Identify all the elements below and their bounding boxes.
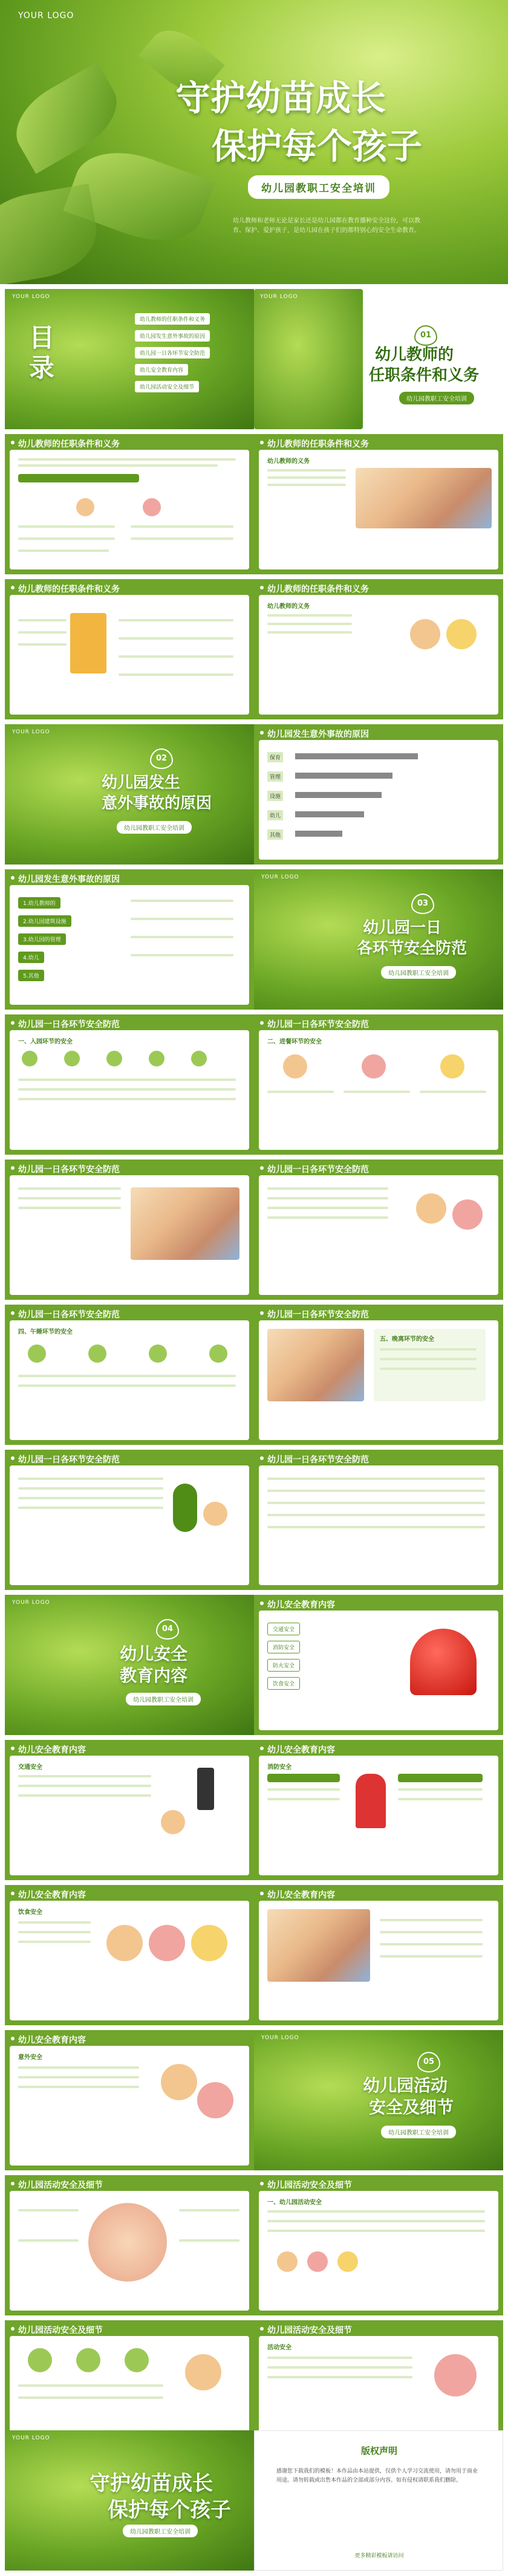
kid-illustration (446, 619, 477, 649)
icon-circle (76, 2348, 100, 2372)
text-line (267, 2220, 485, 2222)
highlight-bar (267, 1774, 340, 1782)
slide-title: 幼儿园一日各环节安全防范 (267, 1310, 369, 1320)
text-line (380, 1919, 483, 1921)
content-slide (254, 1450, 503, 1590)
declaration-slide (254, 2430, 503, 2571)
subheading: 饮食安全 (18, 1909, 42, 1916)
text-line (18, 1775, 151, 1777)
title-dot (11, 441, 15, 444)
title-dot (11, 1456, 15, 1460)
bar-chart (259, 740, 498, 860)
logo-text: YOUR LOGO (12, 1600, 50, 1606)
slide-title: 幼儿园一日各环节安全防范 (18, 1310, 120, 1320)
cover-slide (0, 0, 508, 284)
bar (295, 811, 364, 817)
topic-item: 消防安全 (267, 1641, 300, 1653)
section-title-line1: 幼儿园一日 (363, 919, 442, 937)
logo-text: YOUR LOGO (12, 294, 50, 300)
text-line (267, 2230, 485, 2232)
title-dot (260, 2327, 264, 2331)
slide-title: 幼儿安全教育内容 (267, 1890, 335, 1900)
subheading: 意外安全 (18, 2054, 42, 2061)
text-line (131, 936, 233, 938)
content-slide (254, 1885, 503, 2025)
text-line (18, 525, 115, 528)
text-line (267, 623, 352, 625)
text-line (179, 2209, 239, 2211)
toc-slide (5, 289, 254, 429)
text-line (267, 2210, 485, 2213)
slide-title: 幼儿园活动安全及细节 (18, 2181, 103, 2190)
leaf-photo (254, 289, 363, 429)
text-line (18, 1207, 121, 1209)
title-dot (260, 1456, 264, 1460)
icon-circle (28, 1345, 46, 1363)
text-line (267, 476, 346, 479)
subheading: 活动安全 (267, 2344, 291, 2351)
slide-title: 幼儿教师的任职条件和义务 (18, 585, 120, 594)
text-line (18, 1794, 151, 1797)
subheading: 五、晚离环节的安全 (380, 1336, 434, 1343)
declaration-title: 版权声明 (360, 2445, 397, 2456)
bar (295, 753, 418, 759)
title-dot (11, 1021, 15, 1025)
text-line (420, 1091, 486, 1093)
slide-title: 幼儿教师的任职条件和义务 (18, 440, 120, 449)
text-line (267, 1788, 340, 1791)
text-line (267, 1490, 485, 1492)
slide-title: 幼儿安全教育内容 (18, 2036, 86, 2045)
text-line (267, 1502, 485, 1504)
text-line (18, 2209, 79, 2211)
logo-text: YOUR LOGO (12, 729, 50, 735)
bar (295, 831, 342, 837)
content-slide (254, 1305, 503, 1445)
kid-illustration (106, 1925, 143, 1961)
kid-illustration (149, 1925, 185, 1961)
section-title-line1: 幼儿园活动 (363, 2075, 448, 2095)
text-line (267, 1478, 485, 1480)
title-dot (260, 441, 264, 444)
section-slide-2 (5, 724, 254, 865)
content-slide (5, 1740, 254, 1880)
section-slide-4 (5, 1595, 254, 1735)
content-slide (254, 434, 503, 574)
subheading: 四、午睡环节的安全 (18, 1329, 73, 1335)
content-slide (5, 1305, 254, 1445)
title-dot (260, 586, 264, 589)
text-line (267, 2376, 412, 2378)
text-line (119, 619, 233, 621)
text-line (18, 1384, 236, 1387)
text-line (18, 1088, 236, 1091)
logo-text: YOUR LOGO (261, 2035, 299, 2041)
text-line (18, 1487, 163, 1490)
icon-circle (64, 1051, 80, 1066)
classroom-photo (267, 1909, 370, 1982)
kid-illustration (410, 619, 440, 649)
activity-photo (267, 1329, 364, 1401)
content-slide (5, 2175, 254, 2315)
text-line (18, 1375, 236, 1377)
section-title-line1: 幼儿园发生 (102, 774, 181, 792)
text-line (18, 643, 67, 646)
kid-illustration (337, 2251, 358, 2272)
text-line (119, 637, 233, 640)
pencil-illustration (70, 613, 106, 673)
text-line (380, 1348, 477, 1351)
kid-illustration (307, 2251, 328, 2272)
logo-text: YOUR LOGO (261, 874, 299, 880)
section-title-line2: 任职条件和义务 (369, 366, 480, 384)
text-line (179, 2239, 239, 2242)
kid-illustration (283, 1054, 307, 1079)
text-line (267, 631, 352, 634)
toc-item[interactable]: 幼儿园发生意外事故的原因 (135, 330, 210, 342)
bar-label: 其他 (267, 829, 283, 840)
text-line (267, 1526, 485, 1528)
text-line (18, 1785, 151, 1787)
text-line (18, 458, 236, 461)
ending-title-line1: 守护幼苗成长 (90, 2471, 213, 2496)
text-line (398, 1798, 483, 1800)
icon-circle (106, 1051, 122, 1066)
reason-item: 1.幼儿教师的 (18, 897, 60, 909)
text-line (119, 673, 233, 676)
icon-circle (149, 1345, 167, 1363)
content-slide (254, 1595, 503, 1735)
bar-label: 幼儿 (267, 810, 283, 820)
slide-title: 幼儿教师的任职条件和义务 (267, 440, 369, 449)
cover-title-line1: 守护幼苗成长 (175, 77, 386, 118)
text-line (18, 619, 67, 621)
title-dot (11, 2182, 15, 2185)
text-line (380, 1943, 483, 1945)
title-dot (260, 1601, 264, 1605)
leaf-decoration (0, 184, 103, 284)
text-line (18, 1507, 163, 1509)
fire-hydrant-icon (356, 1774, 386, 1828)
slide-title: 幼儿园一日各环节安全防范 (267, 1020, 369, 1030)
text-line (380, 1367, 477, 1370)
text-line (18, 1497, 163, 1499)
kid-illustration (143, 498, 161, 516)
section-title-line2: 各环节安全防范 (357, 939, 467, 958)
text-line (18, 464, 218, 467)
kid-illustration (161, 1810, 185, 1834)
content-slide (5, 579, 254, 719)
classroom-photo (356, 468, 492, 528)
text-line (267, 1514, 485, 1516)
kid-illustration (185, 2354, 221, 2390)
text-line (131, 918, 233, 920)
slide-title: 幼儿安全教育内容 (267, 1600, 335, 1610)
text-line (18, 1079, 236, 1081)
text-line (18, 2396, 163, 2399)
text-line (380, 1931, 483, 1933)
icon-circle (125, 2348, 149, 2372)
text-line (267, 469, 346, 472)
kid-illustration (362, 1054, 386, 1079)
logo-text: YOUR LOGO (18, 11, 74, 21)
text-line (18, 550, 109, 552)
subheading: 幼儿教师的义务 (267, 458, 310, 465)
text-line (18, 2384, 163, 2387)
subheading: 一、幼儿园活动安全 (267, 2199, 322, 2206)
text-line (18, 1941, 91, 1943)
toc-item[interactable]: 幼儿教师的任职条件和义务 (135, 313, 210, 325)
subheading: 交通安全 (18, 1764, 42, 1771)
icon-circle (22, 1051, 37, 1066)
title-dot (260, 1021, 264, 1025)
slide-title: 幼儿园一日各环节安全防范 (267, 1165, 369, 1175)
text-line (267, 1197, 388, 1199)
text-line (131, 537, 233, 540)
reason-item: 3.幼儿园的管理 (18, 933, 66, 945)
text-line (131, 525, 233, 528)
title-dot (11, 2327, 15, 2331)
slide-title: 幼儿园一日各环节安全防范 (18, 1455, 120, 1465)
icon-circle (28, 2348, 52, 2372)
text-line (18, 2076, 139, 2078)
title-dot (260, 1892, 264, 1895)
section-slide-3 (254, 869, 503, 1010)
text-line (18, 2066, 139, 2069)
section-title-line1: 幼儿教师的 (375, 346, 454, 364)
section-title-line2: 安全及细节 (369, 2097, 454, 2117)
text-line (398, 1788, 483, 1791)
family-illustration (88, 2203, 167, 2282)
text-line (18, 1187, 121, 1190)
text-line (267, 614, 352, 617)
kid-illustration (191, 1925, 227, 1961)
text-line (18, 1931, 91, 1933)
section-number: 01 (414, 325, 437, 346)
section-title-line2: 意外事故的原因 (102, 794, 212, 813)
text-line (131, 954, 233, 956)
reason-item: 2.幼儿园建筑设施 (18, 915, 71, 927)
text-line (267, 1091, 334, 1093)
content-slide (5, 869, 254, 1010)
text-line (344, 1091, 410, 1093)
declaration-body: 感谢您下载我们的模板！本作品由本站提供，仅供个人学习交流使用，请勿用于商业用途。请勿转载或出售本作品的全部或部分内容。如有侵权请联系我们删除。 (276, 2468, 478, 2484)
bar-label: 设施 (267, 791, 283, 801)
toc-title-b: 录 (29, 353, 55, 383)
text-line (18, 2086, 139, 2088)
section-tag: 幼儿园教职工安全培训 (399, 392, 474, 404)
title-dot (260, 1747, 264, 1750)
cover-subtitle: 幼儿园教职工安全培训 (248, 175, 389, 199)
dinosaur-illustration (173, 1484, 197, 1532)
kid-illustration (161, 2064, 197, 2100)
slide-title: 幼儿园活动安全及细节 (18, 2326, 103, 2335)
subheading: 二、进餐环节的安全 (267, 1039, 322, 1045)
declaration-footer: 更多精彩模板请访问 (354, 2553, 404, 2559)
kid-illustration (416, 1193, 446, 1224)
content-slide (254, 1740, 503, 1880)
logo-text: YOUR LOGO (260, 294, 298, 300)
bar-label: 保育 (267, 752, 283, 762)
title-dot (260, 731, 264, 735)
reason-item: 5.其他 (18, 970, 44, 981)
content-slide (254, 1014, 503, 1155)
title-dot (11, 1747, 15, 1750)
activity-photo (131, 1187, 239, 1260)
content-slide (254, 579, 503, 719)
title-dot (11, 1311, 15, 1315)
ending-subtitle: 幼儿园教职工安全培训 (123, 2525, 198, 2537)
icon-circle (209, 1345, 227, 1363)
kid-illustration (434, 2354, 477, 2396)
text-line (18, 537, 115, 540)
section-tag: 幼儿园教职工安全培训 (126, 1693, 201, 1705)
text-line (131, 900, 233, 902)
title-dot (260, 1166, 264, 1170)
content-slide (5, 2030, 254, 2170)
section-title-line1: 幼儿安全 (120, 1644, 188, 1664)
section-slide-1 (254, 289, 503, 429)
cover-title-line2: 保护每个孩子 (212, 126, 423, 167)
content-slide (254, 724, 503, 865)
title-dot (11, 1892, 15, 1895)
highlight-bar (18, 474, 139, 482)
slide-title: 幼儿园一日各环节安全防范 (18, 1020, 120, 1030)
title-dot (260, 2182, 264, 2185)
section-slide-5 (254, 2030, 503, 2170)
content-slide (5, 1885, 254, 2025)
text-line (267, 484, 346, 486)
logo-text: YOUR LOGO (12, 2435, 50, 2441)
alarm-siren-icon (410, 1629, 477, 1695)
section-tag: 幼儿园教职工安全培训 (381, 966, 456, 979)
text-line (267, 2366, 412, 2369)
content-slide (254, 2175, 503, 2315)
ending-slide (5, 2430, 254, 2571)
icon-circle (88, 1345, 106, 1363)
kid-illustration (277, 2251, 298, 2272)
slide-title: 幼儿园发生意外事故的原因 (267, 730, 369, 739)
section-tag: 幼儿园教职工安全培训 (117, 821, 192, 834)
text-line (18, 1921, 91, 1924)
icon-circle (191, 1051, 207, 1066)
text-line (18, 631, 67, 634)
traffic-light-icon (197, 1768, 214, 1810)
slide-title: 幼儿园活动安全及细节 (267, 2181, 352, 2190)
slide-title: 幼儿园一日各环节安全防范 (267, 1455, 369, 1465)
subheading: 幼儿教师的义务 (267, 603, 310, 610)
topic-item: 防火安全 (267, 1659, 300, 1672)
text-line (380, 1955, 483, 1958)
section-number: 05 (417, 2052, 440, 2072)
toc-title-a: 目 (29, 323, 55, 352)
text-line (267, 1216, 388, 1219)
toc-item[interactable]: 幼儿园一日各环节安全防范 (135, 347, 210, 358)
title-dot (11, 2037, 15, 2040)
topic-item: 交通安全 (267, 1623, 300, 1635)
text-line (267, 1187, 388, 1190)
highlight-bar (398, 1774, 483, 1782)
bar (295, 792, 382, 798)
kid-illustration (440, 1054, 464, 1079)
text-line (119, 655, 233, 658)
icon-circle (149, 1051, 164, 1066)
bar (295, 773, 392, 779)
kid-illustration (197, 2082, 233, 2118)
title-dot (260, 1311, 264, 1315)
section-number: 03 (411, 894, 434, 914)
slide-title: 幼儿安全教育内容 (18, 1745, 86, 1755)
text-line (18, 1098, 236, 1100)
subheading: 一、入园环节的安全 (18, 1039, 73, 1045)
content-slide (5, 1160, 254, 1300)
title-dot (11, 876, 15, 880)
slide-title: 幼儿教师的任职条件和义务 (267, 585, 369, 594)
ending-title-line2: 保护每个孩子 (108, 2498, 231, 2522)
text-line (267, 2357, 412, 2359)
slide-title: 幼儿安全教育内容 (18, 1890, 86, 1900)
content-slide (5, 1450, 254, 1590)
bar-label: 管理 (267, 771, 283, 782)
subheading: 消防安全 (267, 1764, 291, 1771)
toc-item[interactable]: 幼儿安全教育内容 (135, 364, 188, 375)
kid-illustration (76, 498, 94, 516)
content-slide (254, 1160, 503, 1300)
section-tag: 幼儿园教职工安全培训 (381, 2126, 456, 2138)
text-line (267, 1798, 340, 1800)
title-dot (11, 586, 15, 589)
title-dot (11, 1166, 15, 1170)
section-title-line2: 教育内容 (120, 1666, 188, 1685)
reason-item: 4.幼儿 (18, 952, 44, 963)
kid-illustration (452, 1199, 483, 1230)
slide-title: 幼儿园发生意外事故的原因 (18, 875, 120, 884)
cover-description: 幼儿教师和老师无论是家长还是幼儿园都在教育播种安全这份，可以教育、保护、爱护孩子，是幼儿园在孩子们的都特别心的安全生命教育。 (233, 218, 420, 234)
text-line (18, 1478, 163, 1480)
section-number: 04 (156, 1619, 179, 1640)
kid-illustration (203, 1502, 227, 1526)
text-line (18, 2239, 79, 2242)
content-slide (5, 1014, 254, 1155)
toc-item[interactable]: 幼儿园活动安全及细节 (135, 381, 199, 392)
slide-title: 幼儿园一日各环节安全防范 (18, 1165, 120, 1175)
slide-title: 幼儿园活动安全及细节 (267, 2326, 352, 2335)
topic-item: 饮食安全 (267, 1677, 300, 1690)
text-line (18, 1197, 121, 1199)
content-slide (5, 434, 254, 574)
slide-title: 幼儿安全教育内容 (267, 1745, 335, 1755)
text-line (380, 1358, 477, 1360)
section-number: 02 (150, 748, 173, 769)
text-line (267, 1207, 388, 1209)
